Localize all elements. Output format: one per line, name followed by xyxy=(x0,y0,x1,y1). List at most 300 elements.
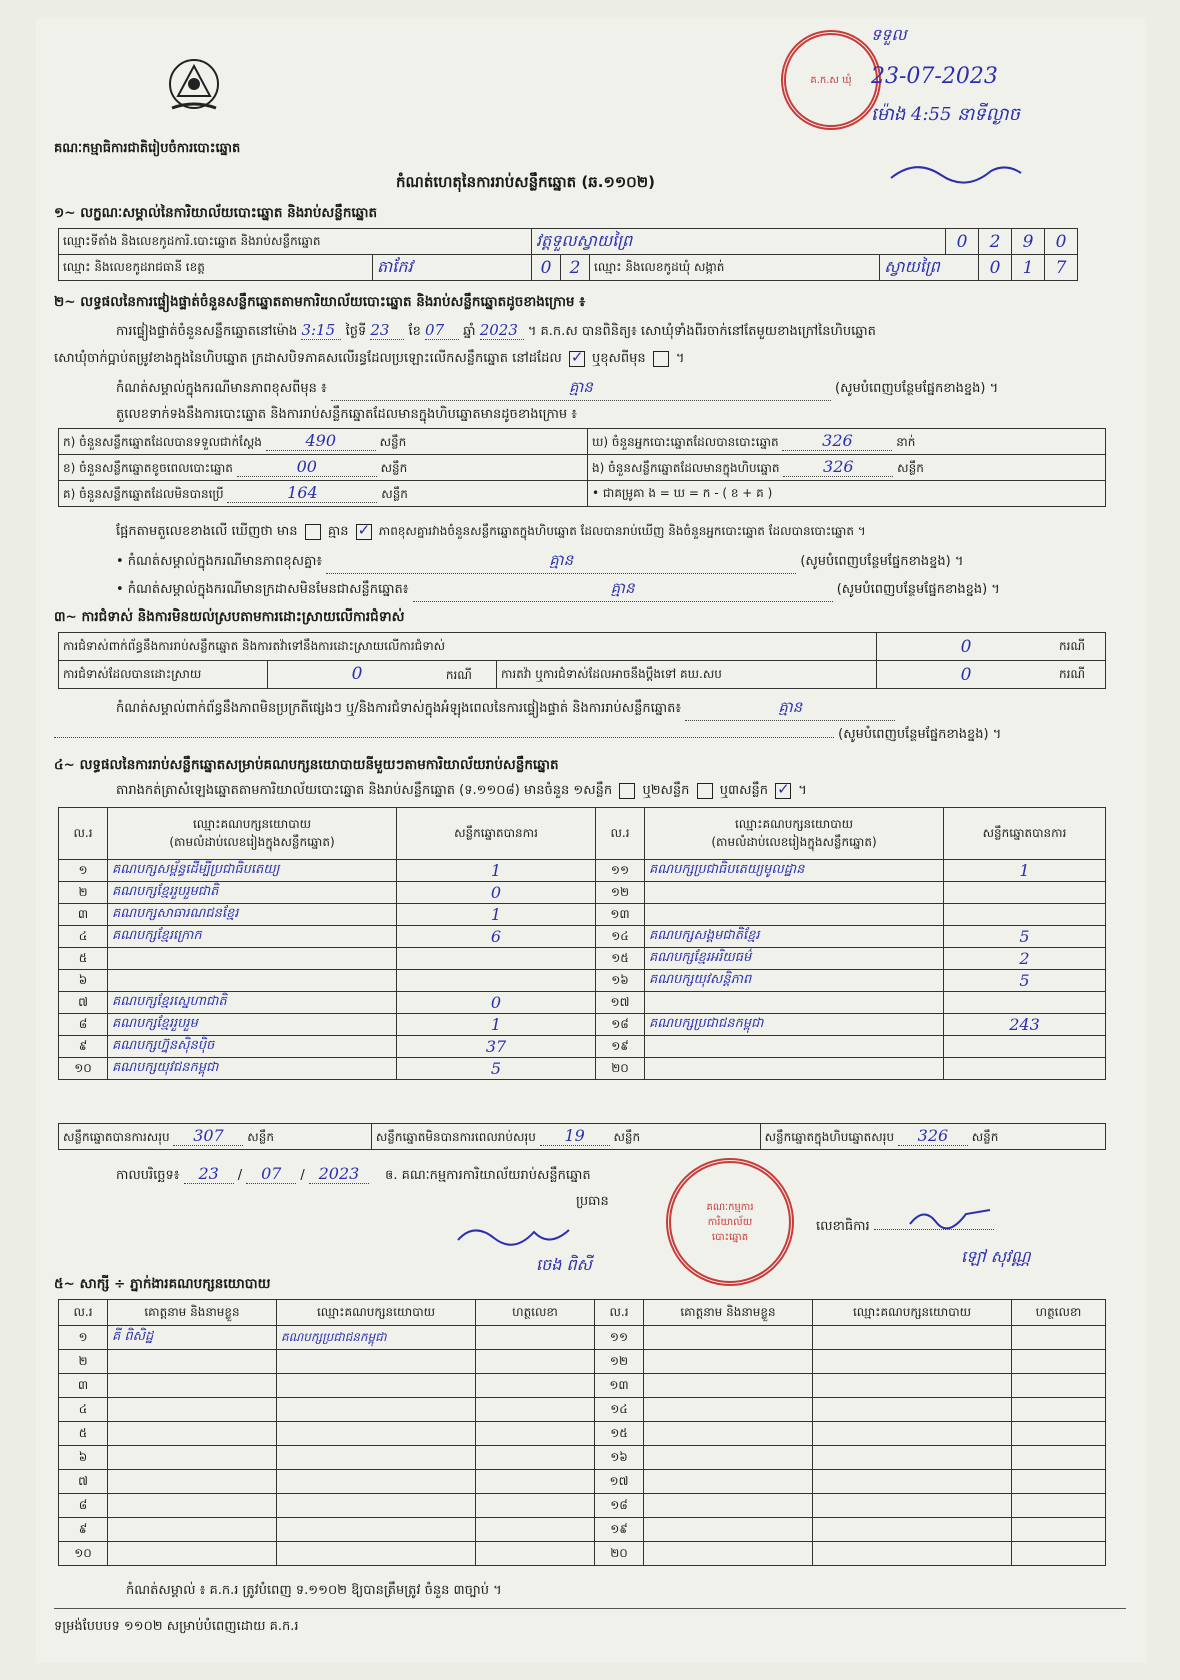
count-unused-cell xyxy=(59,481,588,507)
witness-name xyxy=(644,1494,813,1518)
same-as-before-checkbox[interactable] xyxy=(569,351,585,367)
section1-title: ១~ លក្ខណៈសម្គាល់នៃការិយាល័យបោះឆ្នោត និងរាប់សន្លឹកឆ្នោត xyxy=(54,205,378,221)
count-spoiled-value: 00 xyxy=(237,457,377,477)
changed-note-line xyxy=(116,378,1136,401)
count-spoiled-label: ខ) ចំនួនសន្លឹកឆ្នោតខូចពេលបោះឆ្នោត xyxy=(63,461,233,475)
party-name: គណបក្សប្រជាធិបតេយ្យមូលដ្ឋាន xyxy=(645,860,944,882)
witness-party xyxy=(813,1470,1012,1494)
row-number: ១០ xyxy=(59,1058,108,1080)
changed-checkbox[interactable] xyxy=(653,351,669,367)
table-row xyxy=(59,1374,1106,1398)
difference-note-line xyxy=(116,551,1136,574)
receipt-signature xyxy=(886,153,1026,197)
witness-signature xyxy=(476,1518,595,1542)
col-no-header: ល.រ xyxy=(59,1300,108,1326)
row-number: ១៤ xyxy=(596,926,645,948)
difference-text: ភាពខុសគ្នារវាងចំនួនសន្លឹកឆ្នោតក្នុងហិបឆ្នោត ដែលបានរាប់ឃើញ និងចំនួនអ្នកបោះឆ្នោត ដែលបានបោះឆ្នោត ។ xyxy=(378,524,866,538)
footer-divider xyxy=(54,1608,1126,1609)
valid-votes xyxy=(944,882,1106,904)
witness-signature xyxy=(476,1542,595,1566)
col-votes-header: សន្លឹកឆ្នោតបានការ xyxy=(397,808,596,860)
difference-note-value: គ្មាន xyxy=(326,551,796,574)
witness-signature xyxy=(1012,1446,1106,1470)
witness-name: គី ពិសិដ្ឋ xyxy=(108,1326,277,1350)
table-row xyxy=(59,1542,1106,1566)
party-name: គណបក្សសម្ព័ន្ធដើម្បីប្រជាធិបតេយ្យ xyxy=(108,860,397,882)
witness-party xyxy=(813,1398,1012,1422)
row-number: ៧ xyxy=(59,992,108,1014)
party-name: គណបក្សយុវសន្តិភាព xyxy=(645,970,944,992)
valid-votes: 6 xyxy=(397,926,596,948)
row-number: ៤ xyxy=(59,1398,108,1422)
valid-votes: 5 xyxy=(944,970,1106,992)
objections-table xyxy=(58,632,1106,689)
witness-signature xyxy=(1012,1470,1106,1494)
date-month: 07 xyxy=(246,1164,296,1184)
party-name: គណបក្សសាធារណជនខ្មែរ xyxy=(108,904,397,926)
sum-box-cell xyxy=(760,1124,1105,1150)
col-no-header: ល.រ xyxy=(595,1300,644,1326)
valid-votes: 0 xyxy=(397,882,596,904)
party-name: គណបក្សខ្មែរ​រួបរួមជាតិ xyxy=(108,882,397,904)
party-name: គណបក្សខ្មែរ​ក្រោក xyxy=(108,926,397,948)
row-number: ២០ xyxy=(596,1058,645,1080)
count-unused-label: គ) ចំនួនសន្លឹកឆ្នោតដែលមិនបានប្រើ xyxy=(63,487,224,501)
valid-votes: 5 xyxy=(944,926,1106,948)
secretary-name: ឡៅ សុវណ្ណ xyxy=(961,1247,1031,1266)
valid-votes xyxy=(944,904,1106,926)
row-number: ១៤ xyxy=(595,1398,644,1422)
sum-box-value: 326 xyxy=(898,1126,968,1146)
changed-label: ឬខុសពីមុន xyxy=(591,351,646,366)
valid-votes: 1 xyxy=(397,904,596,926)
witness-signature xyxy=(476,1422,595,1446)
witness-name xyxy=(108,1518,277,1542)
witness-party xyxy=(813,1446,1012,1470)
commune-name: ស្វាយព្រៃ xyxy=(880,255,979,281)
province-code-digit: 0 xyxy=(532,255,561,281)
count-in-box-cell xyxy=(588,455,1106,481)
row-number: ៥ xyxy=(59,948,108,970)
table-row xyxy=(59,904,1106,926)
table-row xyxy=(59,1036,1106,1058)
notballot-note-line xyxy=(116,579,1136,602)
section4-title: ៤~ លទ្ធផលនៃការរាប់សន្លឹកឆ្នោតសម្រាប់គណបក្សនយោបាយនីមួយៗតាមការិយាល័យរាប់សន្លឹកឆ្នោត xyxy=(54,757,559,773)
unit-label: សន្លឹក xyxy=(613,1130,641,1144)
count-voters-label: ឃ) ចំនួនអ្នកបោះឆ្នោតដែលបានបោះឆ្នោត xyxy=(592,435,779,449)
case-label: ករណី xyxy=(445,668,472,682)
witness-signature xyxy=(1012,1518,1106,1542)
unit-label: នាក់ xyxy=(896,435,916,449)
party-name xyxy=(645,992,944,1014)
witness-name xyxy=(108,1374,277,1398)
witness-name xyxy=(644,1350,813,1374)
sum-invalid-label: សន្លឹកឆ្នោតមិនបានការពេលរាប់សរុប xyxy=(375,1130,536,1144)
col-name-header: គោត្តនាម និងនាមខ្លួន xyxy=(644,1300,813,1326)
witness-name xyxy=(108,1350,277,1374)
row-number: ១១ xyxy=(596,860,645,882)
section2-title: ២~ លទ្ធផលនៃការផ្ទៀងផ្ទាត់ចំនួនសន្លឹកឆ្នោតតាមការិយាល័យបោះឆ្នោត និងរាប់សន្លឹកឆ្នោតដូចខាងក្រោម ៖ xyxy=(54,294,586,310)
valid-votes: 37 xyxy=(397,1036,596,1058)
witness-name xyxy=(108,1422,277,1446)
difference-no-checkbox[interactable] xyxy=(356,524,372,540)
tally-sheets-line: តារាងកត់ត្រាសំឡេងឆ្នោតតាមការិយាល័យបោះឆ្នោត និងរាប់សន្លឹកឆ្នោត (ទ.១១០៨) មានចំនួន ១សន្លឹក ឬ២សន្លឹក ឬ៣សន្លឹក ✓ ។ xyxy=(116,782,807,801)
seal-status-text: សោឃុំចាក់ប្អាប់តម្រូវខាងក្នុងនៃហិបឆ្នោត ក្រដាសបិទភាគសលើរន្ធដែលប្រឡោះលើកសន្លឹកឆ្នោត នៅដដែល xyxy=(54,351,562,366)
counts-table xyxy=(58,428,1106,507)
witness-name xyxy=(108,1470,277,1494)
witness-party xyxy=(813,1374,1012,1398)
sum-valid-label: សន្លឹកឆ្នោតបានការសរុប xyxy=(63,1130,170,1144)
location-code-digit: 0 xyxy=(1045,229,1078,255)
table-row xyxy=(59,1326,1106,1350)
witness-name xyxy=(644,1518,813,1542)
tally-one-label: តារាងកត់ត្រាសំឡេងឆ្នោតតាមការិយាល័យបោះឆ្នោត និងរាប់សន្លឹកឆ្នោត (ទ.១១០៨) មានចំនួន ១សន្លឹក xyxy=(116,783,613,798)
tally-three-label: ឬ៣សន្លឹក xyxy=(719,783,768,798)
witness-signature xyxy=(1012,1398,1106,1422)
witness-party xyxy=(277,1542,476,1566)
chair-signature xyxy=(454,1218,574,1256)
verification-month: 07 xyxy=(425,321,459,340)
col-no-header: ល.រ xyxy=(596,808,645,860)
objections-resolved-value: 0 xyxy=(351,664,363,684)
table-row xyxy=(59,1518,1106,1542)
date-day: 23 xyxy=(184,1164,234,1184)
row-number: ៤ xyxy=(59,926,108,948)
party-name xyxy=(645,882,944,904)
date-label: កាលបរិច្ឆេទ៖ xyxy=(116,1168,180,1183)
witness-party xyxy=(277,1470,476,1494)
row-number: ១២ xyxy=(595,1350,644,1374)
col-party-header xyxy=(645,808,944,860)
sum-valid-cell xyxy=(59,1124,372,1150)
unit-label: សន្លឹក xyxy=(247,1130,274,1144)
changed-note-value: គ្មាន xyxy=(331,378,831,401)
witness-table xyxy=(58,1299,1106,1566)
row-number: ៣ xyxy=(59,904,108,926)
party-name xyxy=(108,948,397,970)
row-number: ១៦ xyxy=(595,1446,644,1470)
province-label: ឈ្មោះ និងលេខកូដរាជធានី ខេត្ត xyxy=(59,255,373,281)
witness-party xyxy=(277,1398,476,1422)
valid-votes: 2 xyxy=(944,948,1106,970)
notballot-note-value: គ្មាន xyxy=(413,579,833,602)
table-row xyxy=(59,1014,1106,1036)
row-number: ១០ xyxy=(59,1542,108,1566)
row-number: ១៥ xyxy=(596,948,645,970)
row-number: ១៩ xyxy=(595,1518,644,1542)
form-code: ទម្រង់បែបបទ ១១០២ សម្រាប់បំពេញដោយ គ.ក.រ xyxy=(54,1619,299,1634)
row-number: ៦ xyxy=(59,970,108,992)
row-number: ១៨ xyxy=(596,1014,645,1036)
witness-name xyxy=(644,1374,813,1398)
fill-hint: (សូមបំពេញបន្ថែមផ្នែកខាងខ្នង) ។ xyxy=(835,381,999,396)
count-in-box-label: ង) ចំនួនសន្លឹកឆ្នោតដែលមានក្នុងហិបឆ្នោត xyxy=(592,461,780,475)
table-row xyxy=(59,860,1106,882)
row-number: ១៣ xyxy=(595,1374,644,1398)
witness-party xyxy=(813,1518,1012,1542)
witness-signature xyxy=(476,1350,595,1374)
row-number: ១៩ xyxy=(596,1036,645,1058)
sum-box-label: សន្លឹកឆ្នោតក្នុងហិបឆ្នោតសរុប xyxy=(764,1130,895,1144)
case-label: ករណី xyxy=(1055,633,1106,661)
witness-name xyxy=(108,1398,277,1422)
witness-party xyxy=(277,1350,476,1374)
row-number: ៦ xyxy=(59,1446,108,1470)
col-name-header: គោត្តនាម និងនាមខ្លួន xyxy=(108,1300,277,1326)
witness-signature xyxy=(476,1494,595,1518)
party-name: គណបក្សខ្មែរអរិយធម៌ xyxy=(645,948,944,970)
secretary-label: លេខាធិការ xyxy=(816,1219,870,1234)
valid-votes: 1 xyxy=(397,1014,596,1036)
verification-time: 3:15 xyxy=(301,321,341,340)
unit-label: សន្លឹក xyxy=(897,461,924,475)
witness-party xyxy=(813,1422,1012,1446)
location-code-digit: 9 xyxy=(1012,229,1045,255)
location-table xyxy=(58,228,1078,281)
count-unused-value: 164 xyxy=(227,483,377,503)
row-number: ៩ xyxy=(59,1518,108,1542)
row-number: ១៧ xyxy=(596,992,645,1014)
tally-one-checkbox[interactable] xyxy=(619,783,635,799)
location-name: វត្តទួលស្វាយព្រៃ xyxy=(532,229,946,255)
party-name: គណបក្សហ្វ៊ុនស៊ិនប៉ិច xyxy=(108,1036,397,1058)
receipt-note: ទទួល xyxy=(871,25,907,44)
row-number: ១២ xyxy=(596,882,645,904)
irregularity-note-line-2 xyxy=(54,726,1144,745)
fill-hint: (សូមបំពេញបន្ថែមផ្នែកខាងខ្នង) ។ xyxy=(836,582,1000,597)
party-name: គណបក្សយុវជនកម្ពុជា xyxy=(108,1058,397,1080)
party-name: គណបក្សប្រជាជនកម្ពុជា xyxy=(645,1014,944,1036)
table-row xyxy=(59,1470,1106,1494)
witness-signature xyxy=(476,1446,595,1470)
table-row xyxy=(59,1494,1106,1518)
objections-appeal-value: 0 xyxy=(877,661,1056,689)
date-sign-line: កាលបរិច្ឆេទ៖ 23 / 07 / 2023 ឲ. គណៈកម្មការការិយាល័យរាប់សន្លឹកឆ្នោត xyxy=(116,1164,591,1183)
witness-signature xyxy=(1012,1350,1106,1374)
valid-votes xyxy=(397,948,596,970)
unit-label: សន្លឹក xyxy=(380,461,408,475)
chair-label: ប្រធាន xyxy=(576,1194,609,1209)
valid-votes: 1 xyxy=(397,860,596,882)
count-in-box-value: 326 xyxy=(783,457,893,477)
table-row xyxy=(59,926,1106,948)
table-row xyxy=(59,948,1106,970)
party-name xyxy=(645,904,944,926)
col-sign-header: ហត្ថលេខា xyxy=(476,1300,595,1326)
difference-has-label: ផ្អែកតាមតួលេខខាងលើ ឃើញថា មាន xyxy=(116,524,298,539)
witness-party xyxy=(277,1446,476,1470)
commune-code-digit: 0 xyxy=(979,255,1012,281)
col-no-header: ល.រ xyxy=(59,808,108,860)
table-row xyxy=(59,1446,1106,1470)
results-summary xyxy=(58,1123,1106,1150)
row-number: ១ xyxy=(59,1326,108,1350)
table-row xyxy=(59,1422,1106,1446)
objections-appeal-label: ការតវ៉ា ឬការជំទាស់ដែលអាចនឹងប្តឹងទៅ គឃ.សប xyxy=(497,661,877,689)
witness-party: គណបក្សប្រជាជនកម្ពុជា xyxy=(277,1326,476,1350)
valid-votes xyxy=(944,1058,1106,1080)
row-number: ១៦ xyxy=(596,970,645,992)
witness-party xyxy=(277,1374,476,1398)
secretary-signature xyxy=(906,1204,996,1234)
witness-signature xyxy=(476,1398,595,1422)
tally-two-label: ឬ២សន្លឹក xyxy=(642,783,690,798)
receipt-date: 23-07-2023 xyxy=(871,64,998,89)
witness-party xyxy=(813,1326,1012,1350)
unit-label: សន្លឹក xyxy=(971,1130,999,1144)
row-number: ៨ xyxy=(59,1014,108,1036)
case-label: ករណី xyxy=(1055,661,1106,689)
row-number: ៩ xyxy=(59,1036,108,1058)
changed-note-label: កំណត់សម្គាល់ក្នុងករណីមានភាពខុសពីមុន ៖ xyxy=(116,381,327,396)
formula: • ជាគម្រូគា ង = ឃ = ក - ( ខ + គ ) xyxy=(588,481,1106,507)
party-name: គណបក្សខ្មែរស្នេហាជាតិ xyxy=(108,992,397,1014)
witness-signature xyxy=(1012,1494,1106,1518)
province-name: តាកែវ xyxy=(373,255,532,281)
table-row xyxy=(59,1058,1106,1080)
fill-hint: (សូមបំពេញបន្ថែមផ្នែកខាងខ្នង) ។ xyxy=(800,554,964,569)
irregularity-note-label: កំណត់សម្គាល់ពាក់ព័ន្ធនឹងភាពមិនប្រក្រតីផ្សេងៗ ឬ/និងការជំទាស់ក្នុងអំឡុងពេលនៃការផ្ទៀងផ្ទាត់ និងការរាប់សន្លឹកឆ្នោត៖ xyxy=(116,701,682,716)
section5-title: ៥~ សាក្សី ÷ ភ្នាក់ងារគណបក្សនយោបាយ xyxy=(54,1276,271,1292)
receipt-time: ម៉ោង 4:55 នាទីល្ងាច xyxy=(871,104,1020,125)
witness-name xyxy=(644,1422,813,1446)
witness-signature xyxy=(476,1326,595,1350)
valid-votes: 243 xyxy=(944,1014,1106,1036)
unit-label: សន្លឹក xyxy=(379,435,407,449)
valid-votes: 5 xyxy=(397,1058,596,1080)
objections-total-value: 0 xyxy=(877,633,1056,661)
verification-line-1 xyxy=(116,321,1136,342)
commune-code-digit: 7 xyxy=(1045,255,1078,281)
verification-line-2: សោឃុំចាក់ប្អាប់តម្រូវខាងក្នុងនៃហិបឆ្នោត ក្រដាសបិទភាគសលើរន្ធដែលប្រឡោះលើកសន្លឹកឆ្នោត នៅដដែល ✓ ឬខុសពីមុន ។ xyxy=(54,350,684,369)
valid-votes xyxy=(944,992,1106,1014)
irregularity-note-value: គ្មាន xyxy=(685,698,895,721)
commission-name: គណៈកម្មាធិការជាតិរៀបចំការបោះឆ្នោត xyxy=(54,141,241,156)
table-row xyxy=(59,882,1106,904)
witness-name xyxy=(644,1398,813,1422)
committee-label: ឲ. គណៈកម្មការការិយាល័យរាប់សន្លឹកឆ្នោត xyxy=(385,1168,591,1183)
valid-votes xyxy=(397,970,596,992)
row-number: ១១ xyxy=(595,1326,644,1350)
row-number: ៨ xyxy=(59,1494,108,1518)
witness-signature xyxy=(1012,1542,1106,1566)
col-party-header: ឈ្មោះគណបក្សនយោបាយ xyxy=(277,1300,476,1326)
col-party-label: ឈ្មោះគណបក្សនយោបាយ xyxy=(734,816,854,831)
count-received-value: 490 xyxy=(266,431,376,451)
unit-label: សន្លឹក xyxy=(381,487,408,501)
party-name xyxy=(645,1036,944,1058)
difference-line xyxy=(116,523,1146,542)
irregularity-note-line xyxy=(116,698,1146,721)
notballot-note-label: • កំណត់សម្គាល់ក្នុងករណីមានក្រដាសមិនមែនជាសន្លឹកឆ្នោត៖ xyxy=(116,582,409,597)
results-table xyxy=(58,807,1106,1080)
witness-party xyxy=(813,1494,1012,1518)
location-code-digit: 0 xyxy=(946,229,979,255)
row-number: ១៧ xyxy=(595,1470,644,1494)
location-code-digit: 2 xyxy=(979,229,1012,255)
witness-signature xyxy=(476,1374,595,1398)
witness-signature xyxy=(1012,1422,1106,1446)
witness-signature xyxy=(1012,1374,1106,1398)
valid-votes: 0 xyxy=(397,992,596,1014)
form-title: កំណត់ហេតុនៃការរាប់សន្លឹកឆ្នោត (ឆ.១១០២) xyxy=(396,173,656,191)
tally-three-checkbox[interactable] xyxy=(775,783,791,799)
dotted-line xyxy=(54,737,834,738)
count-received-cell xyxy=(59,429,588,455)
date-year: 2023 xyxy=(309,1164,369,1184)
row-number: ២ xyxy=(59,1350,108,1374)
row-number: ៧ xyxy=(59,1470,108,1494)
col-party-sub: (តាមលំដាប់លេខរៀងក្នុងសន្លឹកឆ្នោត) xyxy=(711,834,877,849)
difference-none-label: គ្មាន xyxy=(327,524,349,539)
row-number: ១៣ xyxy=(596,904,645,926)
row-number: ១ xyxy=(59,860,108,882)
col-sign-header: ហត្ថលេខា xyxy=(1012,1300,1106,1326)
section3-title: ៣~ ការជំទាស់ និងការមិនយល់ស្របតាមការដោះស្រាយលើការជំទាស់ xyxy=(54,609,405,625)
valid-votes: 1 xyxy=(944,860,1106,882)
difference-yes-checkbox[interactable] xyxy=(305,524,321,540)
objections-resolved-label: ការជំទាស់ដែលបានដោះស្រាយ xyxy=(59,661,268,689)
national-emblem-icon xyxy=(158,56,230,116)
receipt-seal-stamp: គ.ក.ស ឃុំ xyxy=(781,30,881,130)
table-row xyxy=(59,992,1106,1014)
valid-votes xyxy=(944,1036,1106,1058)
witness-party xyxy=(277,1518,476,1542)
tally-two-checkbox[interactable] xyxy=(697,783,713,799)
objections-total-label: ការជំទាស់ពាក់ព័ន្ធនឹងការរាប់សន្លឹកឆ្នោត និងការតវ៉ាទៅនឹងការដោះស្រាយលើការជំទាស់ xyxy=(59,633,877,661)
row-number: ៥ xyxy=(59,1422,108,1446)
count-received-label: ក) ចំនួនសន្លឹកឆ្នោតដែលបានទទួលជាក់ស្តែង xyxy=(63,435,262,449)
sum-invalid-cell xyxy=(371,1124,760,1150)
col-party-label: ឈ្មោះគណបក្សនយោបាយ xyxy=(192,816,312,831)
commune-label: ឈ្មោះ និងលេខកូដឃុំ សង្កាត់ xyxy=(590,255,880,281)
table-row xyxy=(59,1398,1106,1422)
count-voters-value: 326 xyxy=(782,431,892,451)
row-number: ២០ xyxy=(595,1542,644,1566)
verification-month-label: ខែ xyxy=(408,324,421,339)
verification-day: 23 xyxy=(370,321,404,340)
witness-name xyxy=(644,1470,813,1494)
count-spoiled-cell xyxy=(59,455,588,481)
ballot-count-form xyxy=(36,18,1146,1663)
commune-code-digit: 1 xyxy=(1012,255,1045,281)
col-party-sub: (តាមលំដាប់លេខរៀងក្នុងសន្លឹកឆ្នោត) xyxy=(169,834,335,849)
committee-seal-stamp: គណៈកម្មការ ការិយាល័យ បោះឆ្នោត xyxy=(666,1158,794,1286)
location-label: ឈ្មោះទីតាំង និងលេខកូដការិ.បោះឆ្នោត និងរាប់សន្លឹកឆ្នោត xyxy=(59,229,532,255)
witness-name xyxy=(644,1446,813,1470)
row-number: ២ xyxy=(59,882,108,904)
counts-intro: តួលេខទាក់ទងនឹងការបោះឆ្នោត និងការរាប់សន្លឹកឆ្នោតដែលមានក្នុងហិបឆ្នោតមានដូចខាងក្រោម ៖ xyxy=(116,407,577,422)
row-number: ១៥ xyxy=(595,1422,644,1446)
party-name xyxy=(108,970,397,992)
verification-text: ។ គ.ក.ស បានពិនិត្យ៖ សោឃុំទាំងពីរចាក់នៅតែមួយខាងក្រៅនៃហិបឆ្នោត xyxy=(527,324,876,339)
witness-name xyxy=(644,1326,813,1350)
witness-name xyxy=(644,1542,813,1566)
verification-year: 2023 xyxy=(480,321,524,340)
party-name: គណបក្សសង្គមជាតិខ្មែរ xyxy=(645,926,944,948)
table-row xyxy=(59,1350,1106,1374)
witness-name xyxy=(108,1494,277,1518)
sum-invalid-value: 19 xyxy=(540,1126,610,1146)
difference-note-label: • កំណត់សម្គាល់ក្នុងករណីមានភាពខុសគ្នា៖ xyxy=(116,554,323,569)
footer-note: កំណត់សម្គាល់ ៖ គ.ក.រ ត្រូវបំពេញ ទ.១១០២ ឱ្យបានត្រឹមត្រូវ ចំនួន ៣ច្បាប់ ។ xyxy=(126,1583,502,1598)
fill-hint: (សូមបំពេញបន្ថែមផ្នែកខាងខ្នង) ។ xyxy=(838,727,1002,742)
party-name: គណបក្សខ្មែររួបរួម xyxy=(108,1014,397,1036)
table-row xyxy=(59,970,1106,992)
witness-party xyxy=(813,1350,1012,1374)
province-code-digit: 2 xyxy=(561,255,590,281)
chair-name: ចេង ពិសី xyxy=(536,1255,592,1274)
